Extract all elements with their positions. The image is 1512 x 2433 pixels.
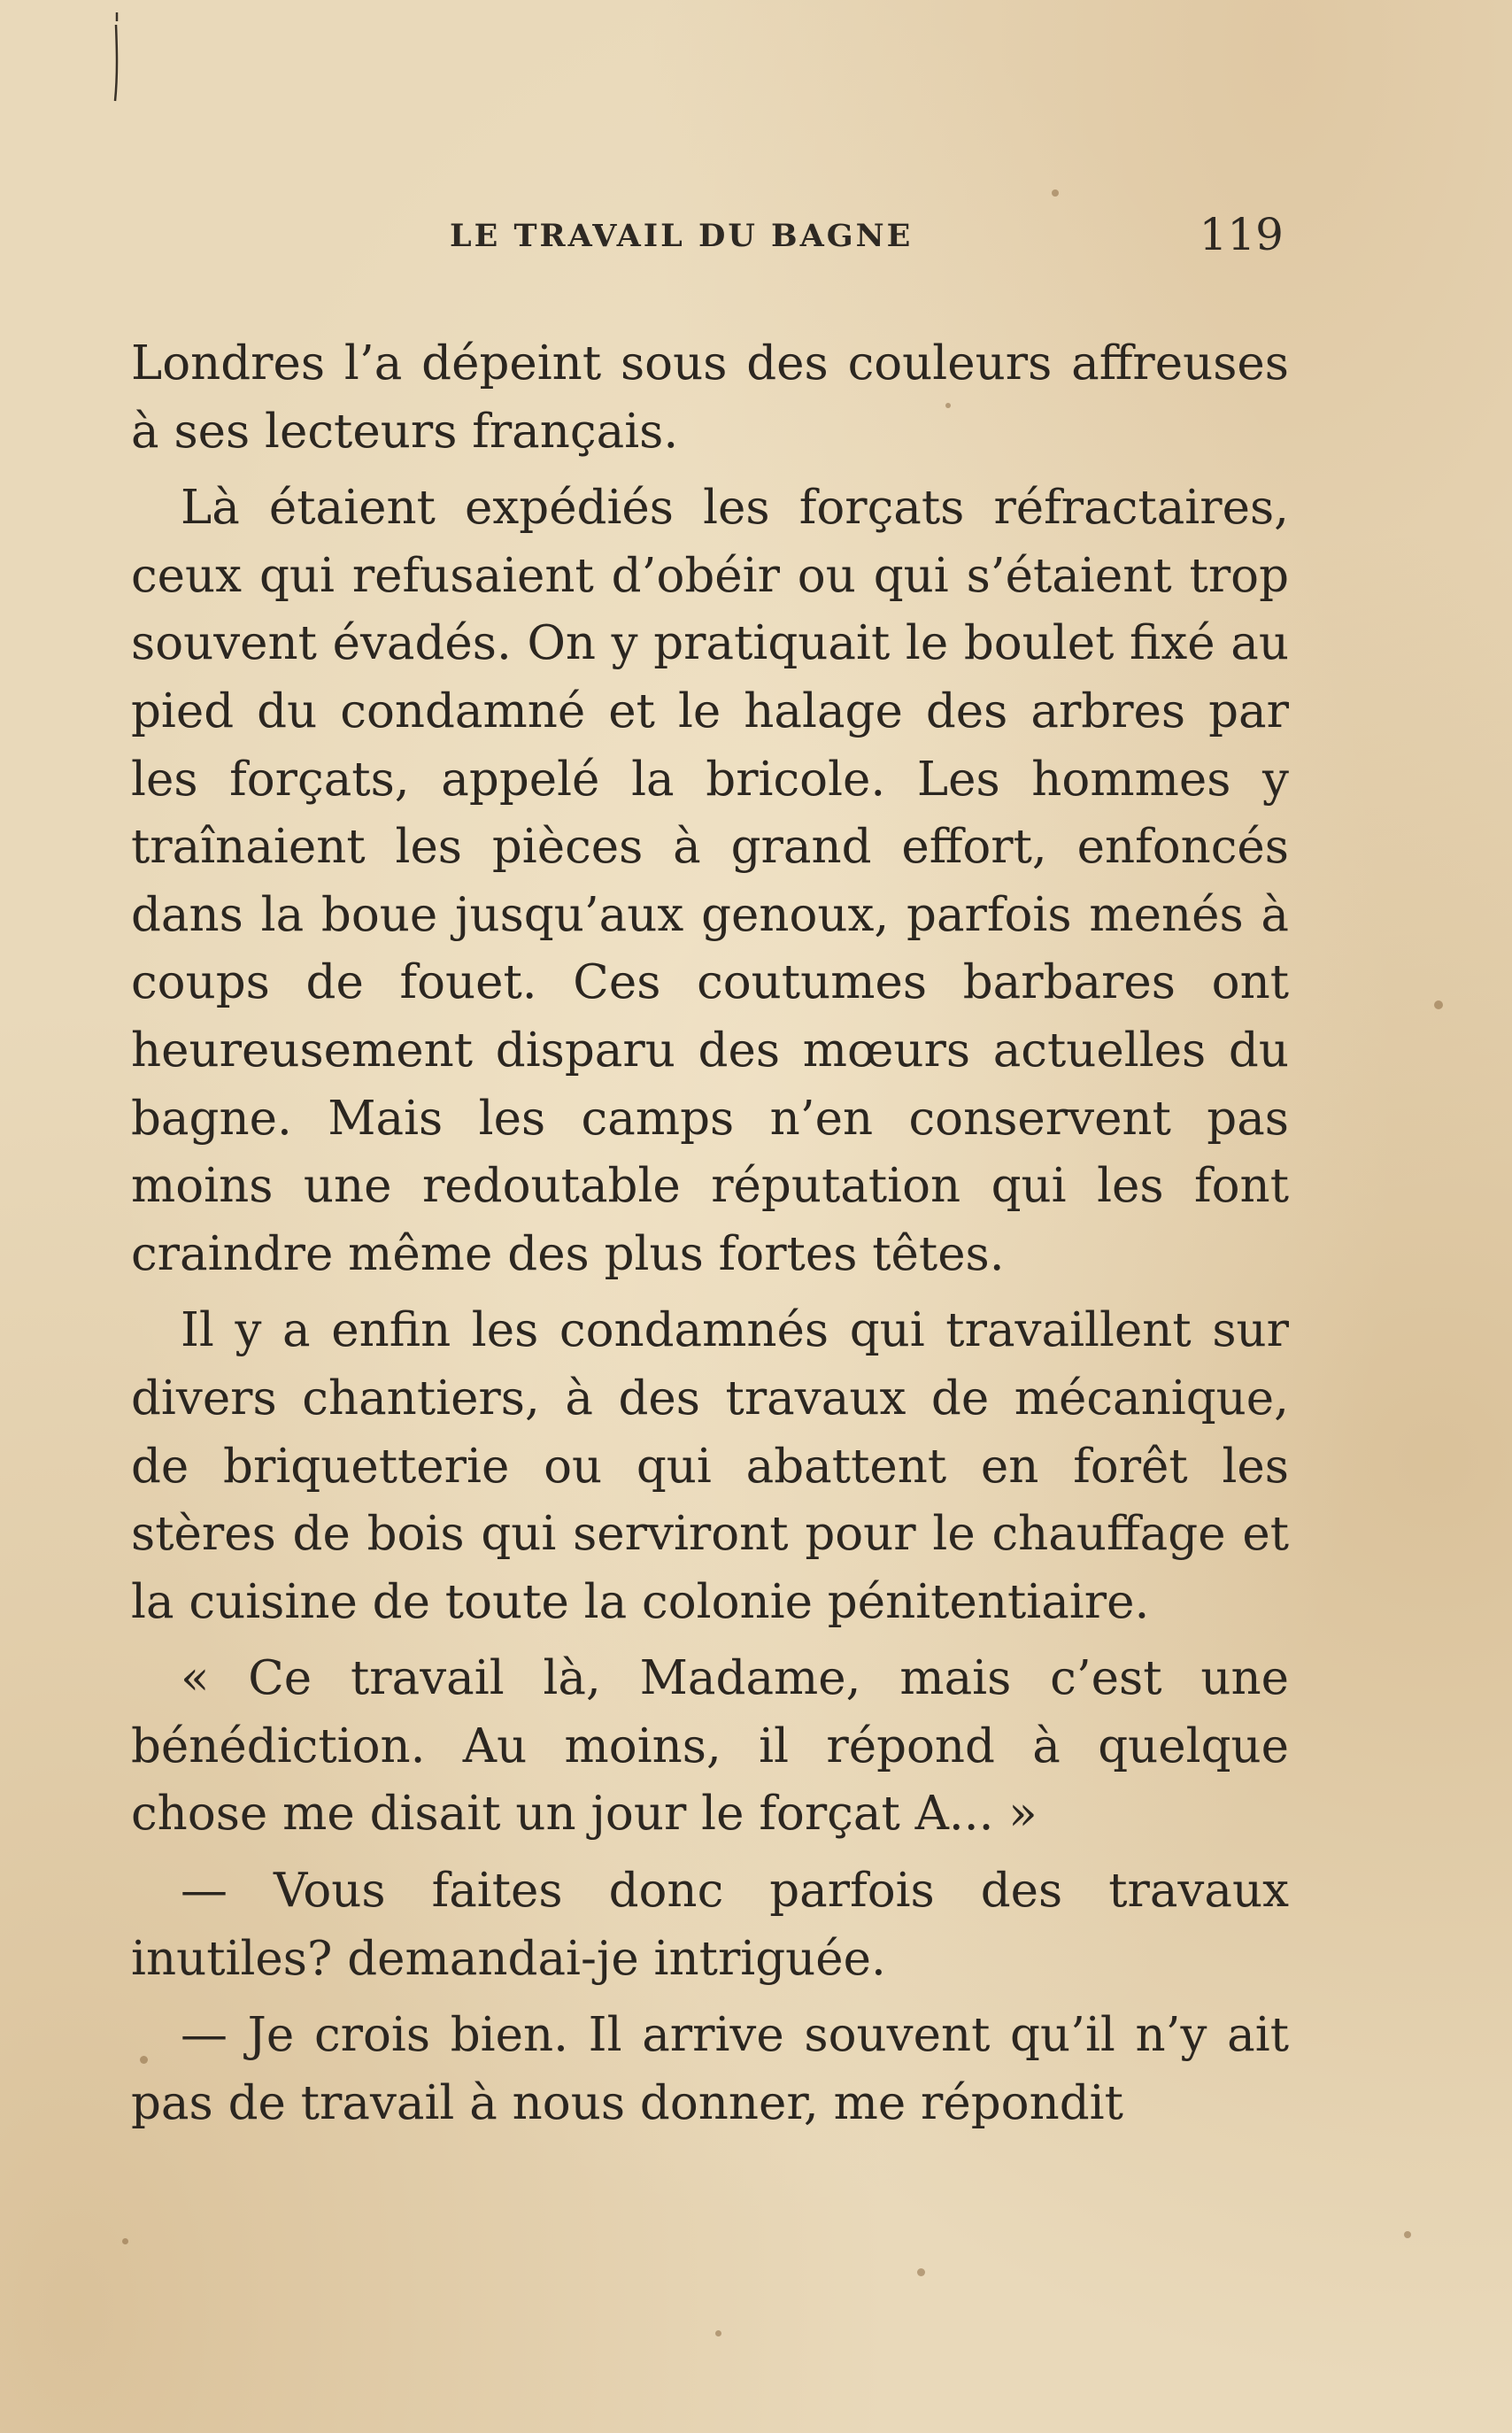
paper-speck — [122, 2238, 128, 2244]
paragraph: Là étaient expédiés les forçats réfractaires, ceux qui refusaient d’obéir ou qui s’étaient trop souvent évadés. On y pratiquait le boulet fixé au pied du condamné et le halage des arbres par les forçats, appelé la bricole. Les hommes y traînaient les pièces à grand effort, enfoncés dans la boue jusqu’aux genoux, parfois menés à coups de fouet. Ces coutumes barbares ont heureusement disparu des mœurs actuelles du bagne. Mais les camps n’en conservent pas moins une redoutable réputation qui les font craindre même des plus fortes têtes. — [131, 481, 1289, 1281]
pencil-mark — [113, 12, 119, 108]
page-number: 119 — [1199, 209, 1284, 260]
paper-speck — [917, 2268, 925, 2276]
paper-speck — [140, 2056, 148, 2064]
paragraph-continued: Londres l’a dépeint sous des couleurs affreuses à ses lecteurs français. — [131, 336, 1289, 459]
paper-speck — [1434, 1000, 1443, 1009]
paragraph: Il y a enfin les condamnés qui travaillent sur divers chantiers, à des travaux de mécanique, de briquetterie ou qui abattent en forêt les stères de bois qui serviront pour le chauffage et la cuisine de toute la colonie pénitentiaire. — [131, 1303, 1289, 1629]
paper-speck — [715, 2330, 721, 2336]
paragraph-quote: « Ce travail là, Madame, mais c’est une bénédiction. Au moins, il répond à quelque chose me disait un jour le forçat A... » — [131, 1651, 1289, 1842]
paper-speck — [1052, 189, 1059, 197]
paper-speck — [1404, 2231, 1411, 2238]
paper-speck — [945, 403, 951, 408]
running-head — [133, 209, 1284, 262]
body-text — [131, 330, 1289, 2146]
paragraph-dialogue: — Je crois bien. Il arrive souvent qu’il n’y ait pas de travail à nous donner, me répondit — [131, 2008, 1289, 2130]
running-title: LE TRAVAIL DU BAGNE — [450, 218, 914, 254]
paragraph-dialogue: — Vous faites donc parfois des travaux inutiles? demandai-je intriguée. — [131, 1864, 1289, 1986]
